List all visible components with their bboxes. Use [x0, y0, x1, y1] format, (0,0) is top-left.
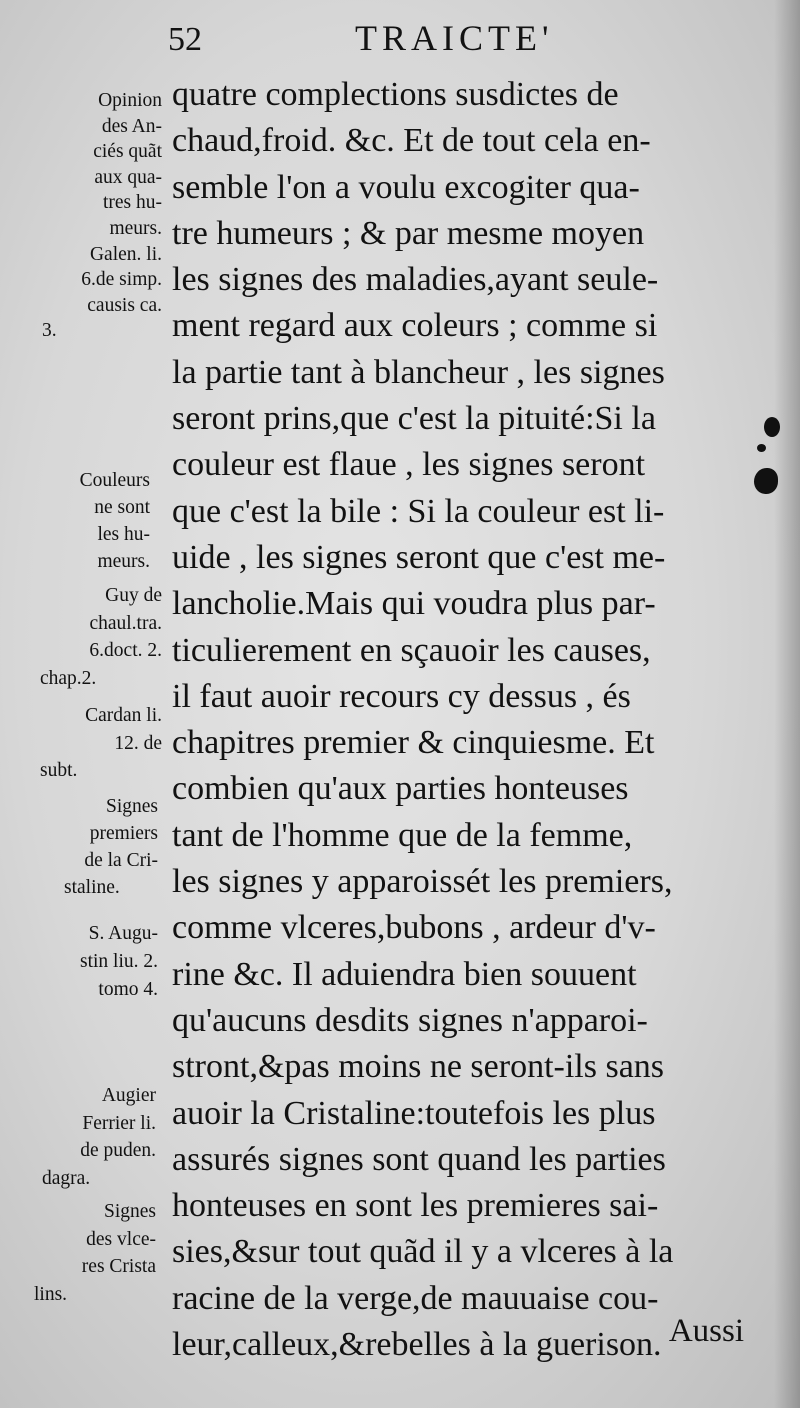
margin-note-line: S. Augu- [88, 923, 158, 944]
margin-note-line: de la Cri- [84, 850, 158, 871]
text-line: racine de la verge,de mauuaise cou- [172, 1279, 659, 1317]
margin-note-opinion [40, 88, 162, 344]
text-line: quatre complections susdictes de [172, 76, 619, 113]
margin-note-line: staline. [64, 877, 120, 898]
margin-note-augier-ferrier [30, 1082, 156, 1192]
text-line: seront prins,que c'est la pituité:Si la [172, 400, 656, 438]
margin-note-line: 12. de [114, 732, 162, 754]
margin-note-line: causis ca. [87, 294, 162, 316]
text-line: semble l'on a voulu excogiter qua- [172, 168, 640, 206]
text-line: les signes des maladies,ayant seule- [172, 261, 659, 299]
ink-blot [754, 468, 778, 494]
text-line: tant de l'homme que de la femme, [172, 816, 633, 854]
text-line: auoir la Cristaline:toutefois les plus [172, 1094, 656, 1132]
margin-note-line: meurs. [97, 551, 150, 572]
page-number: 52 [168, 21, 202, 58]
running-head: TRAICTE' [355, 18, 554, 58]
margin-note-line: Opinion [98, 90, 162, 111]
margin-note-line: chaul.tra. [89, 612, 162, 634]
margin-note-signes-premiers [30, 793, 158, 901]
margin-note-line: Augier [101, 1085, 156, 1106]
margin-note-line: Guy de [105, 585, 162, 606]
margin-note-line: Couleurs [79, 470, 150, 491]
margin-note-line: tomo 4. [98, 979, 158, 1000]
margin-note-line: aux qua- [94, 166, 162, 188]
margin-note-line: tres hu- [102, 192, 162, 214]
margin-note-line: Signes [103, 1201, 156, 1222]
text-line: sies,&sur tout quãd il y a vlceres à la [172, 1233, 674, 1271]
margin-note-line: res Crista [81, 1256, 156, 1277]
text-line: ment regard aux coleurs ; comme si [172, 307, 658, 345]
text-line: leur,calleux,&rebelles à la guerison. [172, 1326, 662, 1364]
text-line: uide , les signes seront que c'est me- [172, 538, 666, 576]
text-line: assurés signes sont quand les parties [172, 1140, 666, 1178]
text-line: combien qu'aux parties honteuses [172, 770, 629, 808]
text-line: honteuses en sont les premieres sai- [172, 1187, 659, 1225]
margin-note-line: stin liu. 2. [79, 951, 158, 972]
margin-note-augustin [30, 920, 158, 1004]
text-line: les signes y apparoissét les premiers, [172, 863, 673, 901]
margin-note-line: des An- [101, 115, 162, 137]
margin-note-line: de puden. [80, 1140, 156, 1161]
text-line: chaud,froid. &c. Et de tout cela en- [172, 122, 651, 160]
margin-note-line: dagra. [42, 1167, 91, 1189]
margin-note-signes-vlceres [30, 1198, 156, 1308]
margin-note-line: ne sont [94, 497, 150, 518]
text-line: il faut auoir recours cy dessus , és [172, 677, 631, 715]
text-line: ticulierement en sçauoir les causes, [172, 631, 651, 669]
margin-note-line: 6.de simp. [81, 269, 162, 291]
text-line: chapitres premier & cinquiesme. Et [172, 724, 655, 762]
text-line: qu'aucuns desdits signes n'apparoi- [172, 1001, 648, 1039]
text-line: que c'est la bile : Si la couleur est li- [172, 492, 665, 530]
text-line: comme vlceres,bubons , ardeur d'v- [172, 909, 656, 947]
text-line: tre humeurs ; & par mesme moyen [172, 214, 645, 252]
text-line: stront,&pas moins ne seront-ils sans [172, 1048, 665, 1086]
margin-note-line: des vlce- [86, 1228, 156, 1250]
margin-note-line: 6.doct. 2. [89, 640, 162, 661]
body-text [172, 72, 752, 1368]
margin-note-line: ciés quãt [93, 141, 162, 163]
margin-note-guy-de-chauliac [30, 582, 162, 692]
catchword: Aussi [668, 1313, 744, 1349]
margin-note-line: Signes [105, 796, 158, 817]
margin-note-line: chap.2. [40, 667, 97, 689]
margin-note-couleurs [40, 467, 150, 575]
text-line: rine &c. Il aduiendra bien souuent [172, 955, 637, 993]
margin-note-line: Cardan li. [85, 705, 162, 726]
text-line: lancholie.Mais qui voudra plus par- [172, 585, 656, 623]
ink-blot [757, 444, 766, 452]
margin-note-line: premiers [89, 823, 158, 844]
margin-note-line: 3. [42, 320, 57, 342]
margin-note-cardan [30, 702, 162, 785]
margin-note-line: les hu- [97, 524, 150, 545]
margin-note-line: subt. [40, 760, 78, 781]
margin-note-line: lins. [34, 1283, 68, 1305]
margin-note-line: Ferrier li. [82, 1112, 156, 1134]
margin-note-line: meurs. [109, 217, 162, 239]
ink-blot [764, 417, 780, 437]
text-line: couleur est flaue , les signes seront [172, 446, 646, 484]
margin-note-line: Galen. li. [89, 243, 162, 265]
text-line: la partie tant à blancheur , les signes [172, 353, 665, 391]
